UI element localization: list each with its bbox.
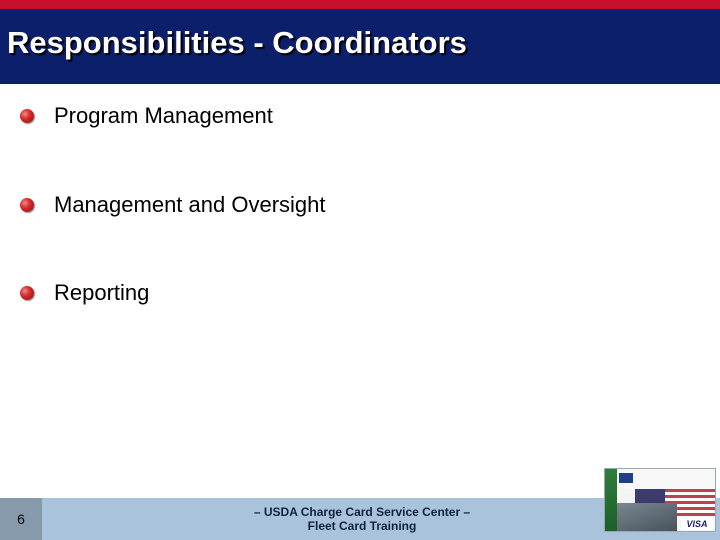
bullet-label: Management and Oversight <box>54 192 326 217</box>
bullet-item-reporting <box>20 278 149 308</box>
gsa-logo-icon <box>619 473 633 483</box>
bullet-icon <box>20 286 34 300</box>
visa-logo: VISA <box>681 519 713 530</box>
bullet-icon <box>20 109 34 123</box>
footer-line-2: Fleet Card Training <box>307 519 417 533</box>
bullet-item-program-management <box>20 101 273 131</box>
bullet-label: Reporting <box>54 280 150 305</box>
bullet-item-management-oversight <box>20 190 326 220</box>
page-number-box <box>0 498 42 540</box>
bullet-icon <box>20 198 34 212</box>
card-strip <box>605 469 617 532</box>
road-image <box>617 503 677 532</box>
slide-title: Responsibilities - Coordinators <box>7 25 467 60</box>
footer-text <box>232 505 492 533</box>
page-number: 6 <box>17 511 25 527</box>
footer-line-1: – USDA Charge Card Service Center – <box>253 505 471 519</box>
fleet-card-image <box>604 468 716 532</box>
bullet-label: Program Management <box>54 103 273 128</box>
